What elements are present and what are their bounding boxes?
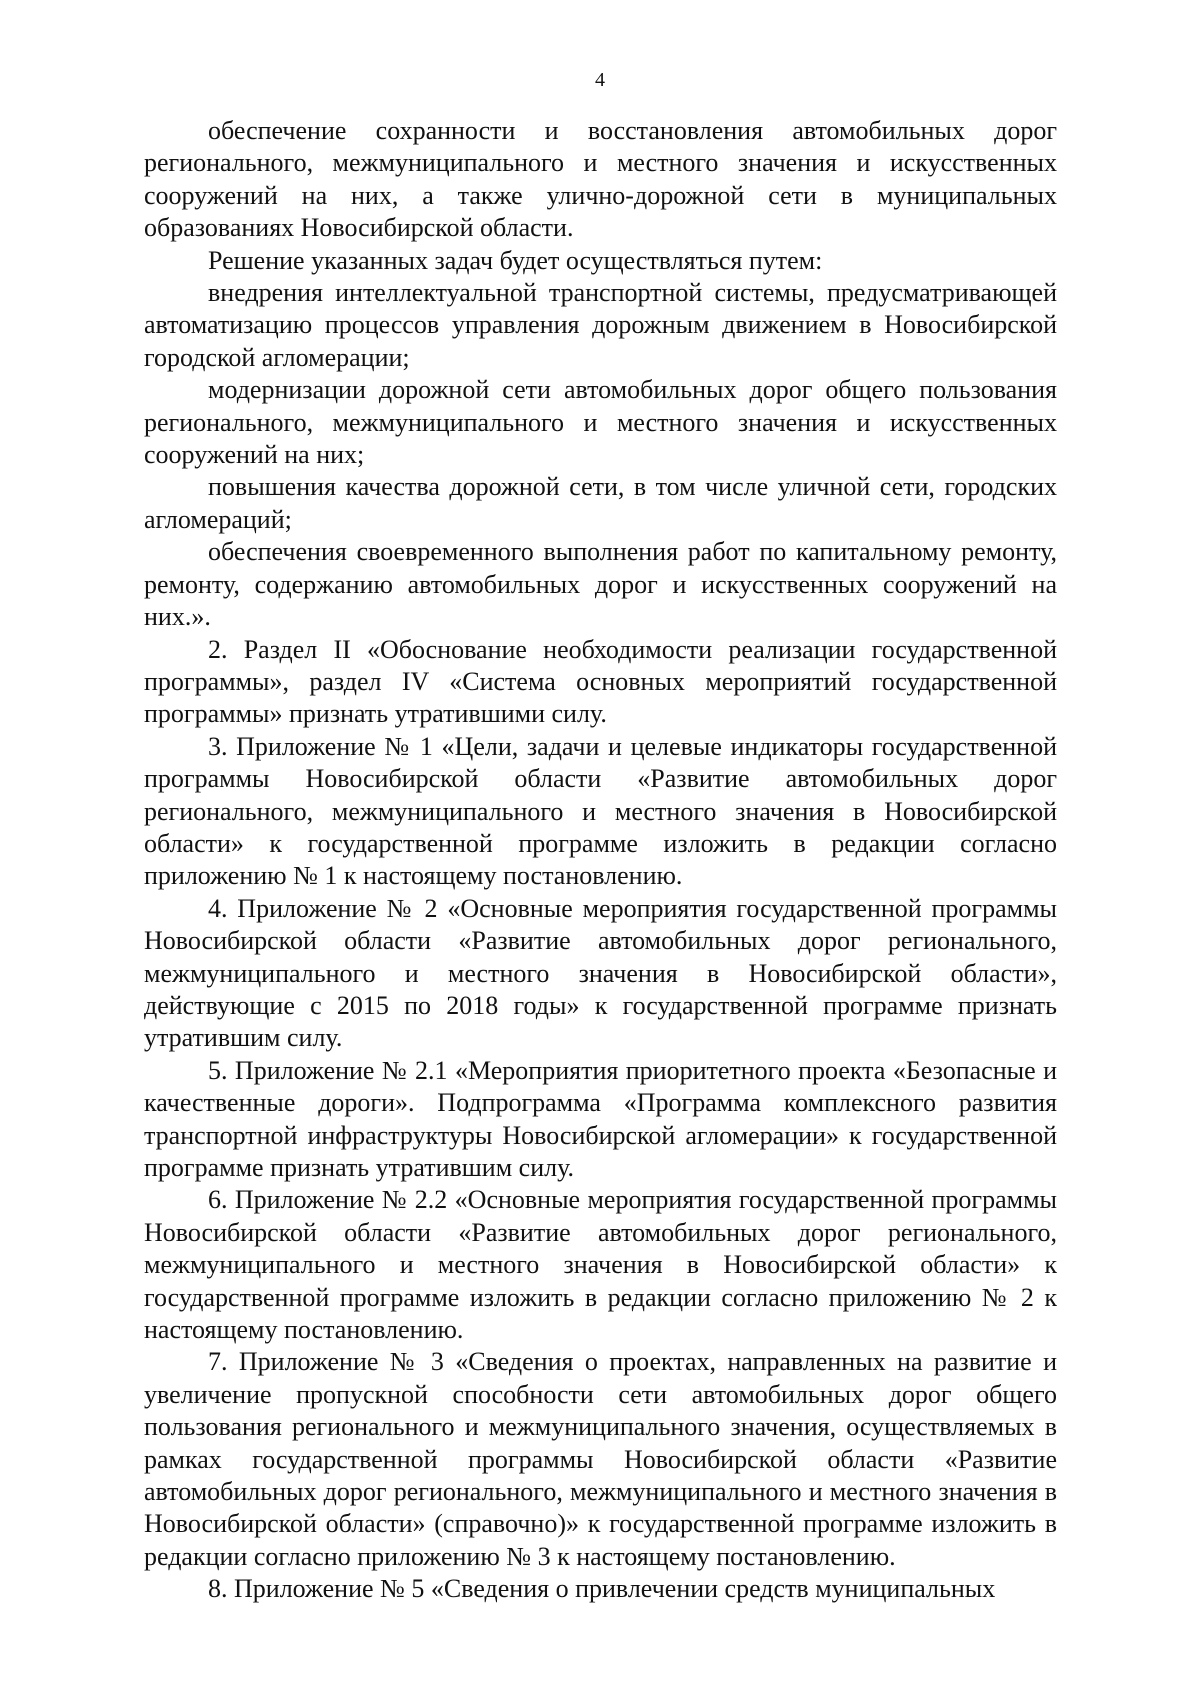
paragraph-item-2: 2. Раздел II «Обоснование необходимости реализации государственной программы», раздел IV «Система основных мероприятий государственной программы» признать утратившими силу. (144, 634, 1057, 729)
paragraph-item-5: 5. Приложение № 2.1 «Мероприятия приоритетного проекта «Безопасные и качественные дороги». Подпрограмма «Программа комплексного развития транспортной инфраструктуры Новосибирской агломерации» к государственной программе признать утратившим силу. (144, 1055, 1057, 1182)
paragraph: обеспечения своевременного выполнения работ по капитальному ремонту, ремонту, содержанию автомобильных дорог и искусственных сооружений на них.». (144, 537, 1057, 632)
paragraph: повышения качества дорожной сети, в том числе уличной сети, городских агломераций; (144, 472, 1057, 534)
paragraph-item-8: 8. Приложение № 5 «Сведения о привлечении средств муниципальных (208, 1574, 996, 1604)
paragraph-item-7: 7. Приложение № 3 «Сведения о проектах, направленных на развитие и увеличение пропускной способности сети автомобильных дорог общего пользования регионального и межмуниципального значения, осуществляемых в рамках государственной программы Новосибирской области «Развитие автомобильных дорог регионального, межмуниципального и местного значения в Новосибирской области» (справочно)» к государственной программе изложить в редакции согласно приложению № 3 к настоящему постановлению. (144, 1347, 1057, 1571)
paragraph: модернизации дорожной сети автомобильных дорог общего пользования регионального, межмуниципального и местного значения и искусственных сооружений на них; (144, 375, 1057, 470)
paragraph-item-4: 4. Приложение № 2 «Основные мероприятия государственной программы Новосибирской области «Развитие автомобильных дорог регионального, межмуниципального и местного значения в Новосибирской области», действующие с 2015 по 2018 годы» к государственной программе признать утратившим силу. (144, 893, 1057, 1053)
paragraph: обеспечение сохранности и восстановления автомобильных дорог регионального, межмуниципального и местного значения и искусственных сооружений на них, а также улично-дорожной сети в муниципальных образованиях Новосибирской области. (144, 116, 1057, 243)
page-number: 4 (595, 69, 605, 91)
document-body (144, 115, 1057, 1606)
paragraph: Решение указанных задач будет осуществляться путем: (208, 245, 823, 275)
paragraph-item-6: 6. Приложение № 2.2 «Основные мероприятия государственной программы Новосибирской области «Развитие автомобильных дорог регионального, межмуниципального и местного значения в Новосибирской области» к государственной программе изложить в редакции согласно приложению № 2 к настоящему постановлению. (144, 1185, 1057, 1345)
paragraph: внедрения интеллектуальной транспортной системы, предусматривающей автоматизацию процессов управления дорожным движением в Новосибирской городской агломерации; (144, 278, 1057, 372)
paragraph-item-3: 3. Приложение № 1 «Цели, задачи и целевые индикаторы государственной программы Новосибирской области «Развитие автомобильных дорог регионального, межмуниципального и местного значения в Новосибирской области» к государственной программе изложить в редакции согласно приложению № 1 к настоящему постановлению. (144, 731, 1057, 891)
